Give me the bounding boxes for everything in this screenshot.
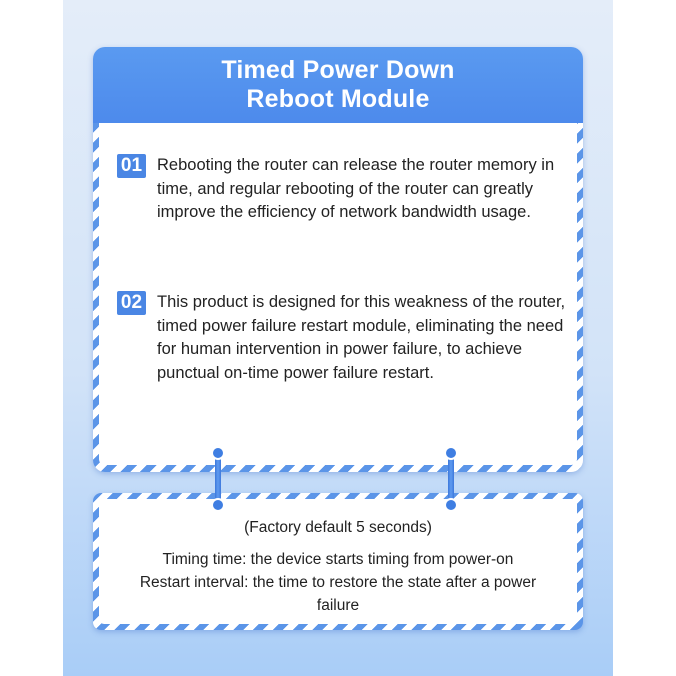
title-line-2: Reboot Module	[246, 85, 430, 113]
point-1-text: Rebooting the router can release the router memory in time, and regular rebooting of the router can greatly improve the efficiency of network bandwidth usage.	[157, 156, 555, 221]
factory-default-note: (Factory default 5 seconds)	[244, 519, 432, 536]
right-connector	[448, 452, 454, 506]
point-2-text: This product is designed for this weakness of the router, timed power failure restart module, eliminating the need for human intervention in power failure, to achieve punctual on-time power failure restart.	[157, 293, 566, 382]
left-connector	[215, 452, 221, 506]
timing-notes	[119, 548, 557, 617]
title-line-1: Timed Power Down	[221, 56, 455, 84]
notes-card	[93, 493, 583, 630]
timing-time-note: Timing time: the device starts timing from power-on	[162, 551, 514, 568]
point-2-number-badge: 02	[117, 291, 146, 315]
notes-card-content	[99, 499, 577, 624]
restart-interval-note: Restart interval: the time to restore the state after a power failure	[139, 574, 537, 614]
card-striped-border	[93, 123, 583, 472]
info-card	[93, 47, 583, 472]
point-1-number-badge: 01	[117, 154, 146, 178]
card-header	[93, 47, 583, 123]
card-content	[99, 123, 577, 465]
